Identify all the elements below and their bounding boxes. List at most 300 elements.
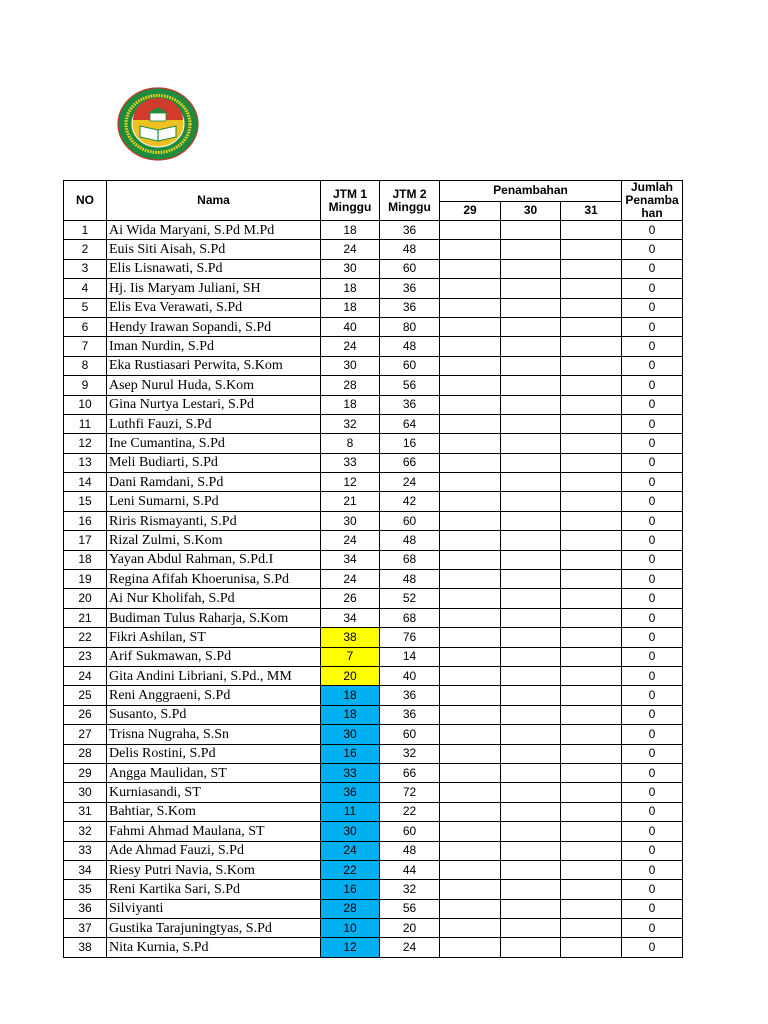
table-header: [64, 181, 683, 221]
cell-nama: Budiman Tulus Raharja, S.Kom: [107, 608, 321, 627]
cell-jtm-2: 80: [380, 317, 440, 336]
cell-penambahan-30: [501, 298, 561, 317]
cell-nama: Nita Kurnia, S.Pd: [107, 938, 321, 957]
cell-penambahan-31: [561, 686, 622, 705]
table-row: [64, 628, 683, 647]
cell-jtm-1: 24: [321, 841, 380, 860]
cell-jumlah-penambahan: 0: [622, 531, 683, 550]
cell-no: 3: [64, 259, 107, 278]
cell-jtm-1: 32: [321, 414, 380, 433]
cell-jtm-2: 60: [380, 511, 440, 530]
cell-penambahan-31: [561, 492, 622, 511]
cell-penambahan-31: [561, 221, 622, 240]
cell-jtm-1: 30: [321, 725, 380, 744]
cell-penambahan-30: [501, 899, 561, 918]
cell-penambahan-29: [440, 628, 501, 647]
cell-penambahan-29: [440, 492, 501, 511]
cell-penambahan-30: [501, 938, 561, 957]
table-row: [64, 899, 683, 918]
cell-nama: Ade Ahmad Fauzi, S.Pd: [107, 841, 321, 860]
cell-penambahan-29: [440, 841, 501, 860]
cell-no: 34: [64, 860, 107, 879]
cell-jtm-2: 20: [380, 919, 440, 938]
cell-jumlah-penambahan: 0: [622, 880, 683, 899]
cell-no: 25: [64, 686, 107, 705]
cell-jtm-2: 48: [380, 570, 440, 589]
cell-jtm-2: 64: [380, 414, 440, 433]
cell-no: 32: [64, 822, 107, 841]
cell-no: 22: [64, 628, 107, 647]
cell-jtm-1: 8: [321, 434, 380, 453]
table-row: [64, 414, 683, 433]
cell-penambahan-30: [501, 919, 561, 938]
table-row: [64, 725, 683, 744]
cell-penambahan-30: [501, 511, 561, 530]
cell-jumlah-penambahan: 0: [622, 259, 683, 278]
cell-jtm-1: 18: [321, 298, 380, 317]
cell-nama: Hj. Iis Maryam Juliani, SH: [107, 279, 321, 298]
cell-jtm-1: 21: [321, 492, 380, 511]
cell-penambahan-30: [501, 860, 561, 879]
table-row: [64, 589, 683, 608]
table-row: [64, 376, 683, 395]
header-no: NO: [64, 181, 107, 221]
cell-no: 17: [64, 531, 107, 550]
cell-nama: Asep Nurul Huda, S.Kom: [107, 376, 321, 395]
cell-jtm-2: 36: [380, 221, 440, 240]
cell-no: 15: [64, 492, 107, 511]
table-row: [64, 259, 683, 278]
cell-penambahan-29: [440, 240, 501, 259]
cell-penambahan-29: [440, 550, 501, 569]
cell-penambahan-29: [440, 705, 501, 724]
cell-jtm-2: 68: [380, 608, 440, 627]
cell-penambahan-31: [561, 376, 622, 395]
cell-penambahan-30: [501, 473, 561, 492]
table-row: [64, 298, 683, 317]
cell-nama: Gina Nurtya Lestari, S.Pd: [107, 395, 321, 414]
table-row: [64, 860, 683, 879]
cell-penambahan-31: [561, 337, 622, 356]
table-row: [64, 453, 683, 472]
cell-jtm-2: 48: [380, 841, 440, 860]
cell-no: 28: [64, 744, 107, 763]
cell-penambahan-29: [440, 589, 501, 608]
table-row: [64, 783, 683, 802]
cell-penambahan-31: [561, 473, 622, 492]
cell-no: 10: [64, 395, 107, 414]
cell-jtm-2: 44: [380, 860, 440, 879]
cell-penambahan-31: [561, 240, 622, 259]
cell-jtm-1: 10: [321, 919, 380, 938]
cell-jumlah-penambahan: 0: [622, 822, 683, 841]
cell-jumlah-penambahan: 0: [622, 492, 683, 511]
cell-penambahan-30: [501, 531, 561, 550]
cell-jtm-2: 76: [380, 628, 440, 647]
cell-no: 37: [64, 919, 107, 938]
cell-nama: Rizal Zulmi, S.Kom: [107, 531, 321, 550]
header-nama: Nama: [107, 181, 321, 221]
cell-penambahan-30: [501, 221, 561, 240]
cell-jtm-1: 34: [321, 550, 380, 569]
cell-jtm-2: 32: [380, 880, 440, 899]
cell-jumlah-penambahan: 0: [622, 298, 683, 317]
cell-nama: Gustika Tarajuningtyas, S.Pd: [107, 919, 321, 938]
table-row: [64, 473, 683, 492]
cell-no: 36: [64, 899, 107, 918]
cell-nama: Dani Ramdani, S.Pd: [107, 473, 321, 492]
header-day-31: 31: [561, 201, 622, 220]
cell-jtm-1: 24: [321, 531, 380, 550]
cell-jumlah-penambahan: 0: [622, 376, 683, 395]
table-body: [64, 221, 683, 958]
cell-jtm-2: 36: [380, 395, 440, 414]
cell-jtm-1: 28: [321, 376, 380, 395]
cell-penambahan-29: [440, 666, 501, 685]
cell-penambahan-29: [440, 686, 501, 705]
cell-jumlah-penambahan: 0: [622, 414, 683, 433]
cell-jumlah-penambahan: 0: [622, 589, 683, 608]
cell-jtm-2: 60: [380, 725, 440, 744]
cell-penambahan-30: [501, 589, 561, 608]
cell-jtm-1: 34: [321, 608, 380, 627]
cell-no: 21: [64, 608, 107, 627]
table-row: [64, 317, 683, 336]
table-row: [64, 531, 683, 550]
table-row: [64, 880, 683, 899]
cell-jumlah-penambahan: 0: [622, 647, 683, 666]
cell-jtm-2: 36: [380, 279, 440, 298]
cell-jumlah-penambahan: 0: [622, 919, 683, 938]
cell-jumlah-penambahan: 0: [622, 473, 683, 492]
table-row: [64, 608, 683, 627]
table-row: [64, 221, 683, 240]
cell-penambahan-31: [561, 434, 622, 453]
cell-penambahan-31: [561, 279, 622, 298]
cell-jumlah-penambahan: 0: [622, 802, 683, 821]
cell-jtm-1: 30: [321, 511, 380, 530]
cell-penambahan-31: [561, 938, 622, 957]
cell-jtm-2: 24: [380, 938, 440, 957]
cell-jtm-2: 68: [380, 550, 440, 569]
cell-nama: Regina Afifah Khoerunisa, S.Pd: [107, 570, 321, 589]
cell-jumlah-penambahan: 0: [622, 628, 683, 647]
cell-penambahan-29: [440, 473, 501, 492]
cell-penambahan-29: [440, 356, 501, 375]
header-jumlah-penambahan: Jumlah Penambahan: [622, 181, 683, 221]
cell-no: 35: [64, 880, 107, 899]
cell-jumlah-penambahan: 0: [622, 511, 683, 530]
cell-jtm-1: 18: [321, 686, 380, 705]
cell-jtm-2: 60: [380, 822, 440, 841]
table-row: [64, 570, 683, 589]
cell-jumlah-penambahan: 0: [622, 666, 683, 685]
cell-jumlah-penambahan: 0: [622, 453, 683, 472]
cell-penambahan-30: [501, 434, 561, 453]
cell-nama: Euis Siti Aisah, S.Pd: [107, 240, 321, 259]
cell-no: 33: [64, 841, 107, 860]
table-row: [64, 279, 683, 298]
cell-no: 14: [64, 473, 107, 492]
table-row: [64, 550, 683, 569]
cell-jtm-2: 32: [380, 744, 440, 763]
cell-penambahan-29: [440, 608, 501, 627]
table-row: [64, 666, 683, 685]
table-row: [64, 705, 683, 724]
cell-jtm-1: 18: [321, 221, 380, 240]
cell-penambahan-29: [440, 647, 501, 666]
cell-penambahan-31: [561, 550, 622, 569]
table-row: [64, 356, 683, 375]
table-row: [64, 647, 683, 666]
cell-no: 29: [64, 763, 107, 782]
cell-penambahan-29: [440, 434, 501, 453]
cell-no: 9: [64, 376, 107, 395]
cell-jtm-1: 22: [321, 860, 380, 879]
cell-jtm-1: 38: [321, 628, 380, 647]
teacher-hours-table: [63, 180, 683, 958]
cell-no: 26: [64, 705, 107, 724]
cell-nama: Kurniasandi, ST: [107, 783, 321, 802]
cell-penambahan-31: [561, 647, 622, 666]
cell-no: 38: [64, 938, 107, 957]
cell-nama: Riris Rismayanti, S.Pd: [107, 511, 321, 530]
cell-penambahan-31: [561, 880, 622, 899]
cell-penambahan-29: [440, 414, 501, 433]
cell-penambahan-31: [561, 531, 622, 550]
cell-jtm-2: 60: [380, 356, 440, 375]
cell-no: 19: [64, 570, 107, 589]
cell-jtm-2: 42: [380, 492, 440, 511]
cell-nama: Elis Lisnawati, S.Pd: [107, 259, 321, 278]
cell-jumlah-penambahan: 0: [622, 860, 683, 879]
cell-nama: Ai Wida Maryani, S.Pd M.Pd: [107, 221, 321, 240]
cell-no: 6: [64, 317, 107, 336]
cell-jtm-1: 11: [321, 802, 380, 821]
cell-jumlah-penambahan: 0: [622, 570, 683, 589]
cell-jumlah-penambahan: 0: [622, 279, 683, 298]
cell-nama: Eka Rustiasari Perwita, S.Kom: [107, 356, 321, 375]
cell-jtm-1: 30: [321, 259, 380, 278]
cell-no: 7: [64, 337, 107, 356]
cell-penambahan-29: [440, 860, 501, 879]
seal-icon: [116, 86, 200, 162]
cell-jumlah-penambahan: 0: [622, 356, 683, 375]
cell-penambahan-30: [501, 705, 561, 724]
cell-penambahan-29: [440, 919, 501, 938]
cell-penambahan-30: [501, 570, 561, 589]
cell-penambahan-31: [561, 744, 622, 763]
cell-no: 23: [64, 647, 107, 666]
cell-jtm-1: 7: [321, 647, 380, 666]
cell-penambahan-31: [561, 666, 622, 685]
cell-jtm-2: 56: [380, 376, 440, 395]
cell-jtm-1: 24: [321, 337, 380, 356]
cell-penambahan-29: [440, 880, 501, 899]
cell-penambahan-31: [561, 570, 622, 589]
cell-penambahan-31: [561, 899, 622, 918]
cell-penambahan-31: [561, 725, 622, 744]
cell-no: 27: [64, 725, 107, 744]
cell-jumlah-penambahan: 0: [622, 240, 683, 259]
cell-nama: Yayan Abdul Rahman, S.Pd.I: [107, 550, 321, 569]
cell-jumlah-penambahan: 0: [622, 608, 683, 627]
table-row: [64, 802, 683, 821]
cell-no: 31: [64, 802, 107, 821]
cell-penambahan-31: [561, 628, 622, 647]
cell-jumlah-penambahan: 0: [622, 725, 683, 744]
cell-jtm-2: 36: [380, 298, 440, 317]
cell-penambahan-30: [501, 608, 561, 627]
cell-jtm-2: 72: [380, 783, 440, 802]
cell-nama: Susanto, S.Pd: [107, 705, 321, 724]
cell-jtm-2: 56: [380, 899, 440, 918]
cell-penambahan-29: [440, 337, 501, 356]
cell-nama: Elis Eva Verawati, S.Pd: [107, 298, 321, 317]
cell-nama: Bahtiar, S.Kom: [107, 802, 321, 821]
cell-jumlah-penambahan: 0: [622, 686, 683, 705]
cell-jtm-2: 60: [380, 259, 440, 278]
cell-penambahan-29: [440, 298, 501, 317]
cell-no: 20: [64, 589, 107, 608]
cell-penambahan-29: [440, 725, 501, 744]
cell-no: 16: [64, 511, 107, 530]
cell-jtm-1: 28: [321, 899, 380, 918]
cell-jtm-2: 48: [380, 240, 440, 259]
cell-penambahan-30: [501, 376, 561, 395]
cell-jtm-2: 14: [380, 647, 440, 666]
cell-penambahan-29: [440, 802, 501, 821]
cell-penambahan-29: [440, 279, 501, 298]
cell-penambahan-30: [501, 414, 561, 433]
cell-penambahan-30: [501, 550, 561, 569]
cell-jtm-2: 48: [380, 337, 440, 356]
cell-penambahan-30: [501, 628, 561, 647]
foundation-seal-logo: [116, 86, 200, 162]
cell-jtm-2: 16: [380, 434, 440, 453]
cell-nama: Delis Rostini, S.Pd: [107, 744, 321, 763]
cell-jtm-1: 16: [321, 880, 380, 899]
cell-jtm-2: 66: [380, 453, 440, 472]
cell-jtm-2: 52: [380, 589, 440, 608]
cell-penambahan-31: [561, 298, 622, 317]
cell-penambahan-29: [440, 899, 501, 918]
cell-jumlah-penambahan: 0: [622, 744, 683, 763]
cell-jtm-1: 33: [321, 763, 380, 782]
cell-jtm-1: 26: [321, 589, 380, 608]
table-row: [64, 240, 683, 259]
cell-nama: Silviyanti: [107, 899, 321, 918]
cell-jtm-2: 48: [380, 531, 440, 550]
cell-penambahan-30: [501, 822, 561, 841]
cell-penambahan-30: [501, 802, 561, 821]
cell-jumlah-penambahan: 0: [622, 221, 683, 240]
cell-jumlah-penambahan: 0: [622, 841, 683, 860]
cell-jtm-1: 12: [321, 938, 380, 957]
cell-nama: Reni Kartika Sari, S.Pd: [107, 880, 321, 899]
cell-jtm-1: 24: [321, 240, 380, 259]
cell-penambahan-30: [501, 279, 561, 298]
table-row: [64, 822, 683, 841]
cell-nama: Iman Nurdin, S.Pd: [107, 337, 321, 356]
cell-penambahan-30: [501, 337, 561, 356]
cell-no: 4: [64, 279, 107, 298]
cell-penambahan-29: [440, 376, 501, 395]
cell-penambahan-31: [561, 511, 622, 530]
cell-penambahan-29: [440, 511, 501, 530]
cell-penambahan-31: [561, 608, 622, 627]
cell-nama: Reni Anggraeni, S.Pd: [107, 686, 321, 705]
cell-penambahan-30: [501, 841, 561, 860]
cell-jtm-1: 16: [321, 744, 380, 763]
cell-penambahan-30: [501, 647, 561, 666]
cell-penambahan-31: [561, 356, 622, 375]
cell-jtm-1: 18: [321, 705, 380, 724]
cell-jtm-1: 30: [321, 822, 380, 841]
header-jtm-2: JTM 2 Minggu: [380, 181, 440, 221]
cell-penambahan-31: [561, 783, 622, 802]
cell-penambahan-31: [561, 317, 622, 336]
cell-penambahan-30: [501, 725, 561, 744]
cell-penambahan-31: [561, 259, 622, 278]
cell-jtm-1: 24: [321, 570, 380, 589]
cell-nama: Hendy Irawan Sopandi, S.Pd: [107, 317, 321, 336]
cell-jtm-1: 12: [321, 473, 380, 492]
cell-jtm-2: 24: [380, 473, 440, 492]
cell-penambahan-31: [561, 414, 622, 433]
table-row: [64, 841, 683, 860]
header-day-30: 30: [501, 201, 561, 220]
cell-penambahan-31: [561, 395, 622, 414]
cell-nama: Fahmi Ahmad Maulana, ST: [107, 822, 321, 841]
cell-jtm-2: 36: [380, 705, 440, 724]
cell-penambahan-31: [561, 822, 622, 841]
cell-jumlah-penambahan: 0: [622, 705, 683, 724]
cell-nama: Riesy Putri Navia, S.Kom: [107, 860, 321, 879]
cell-penambahan-30: [501, 453, 561, 472]
cell-nama: Ai Nur Kholifah, S.Pd: [107, 589, 321, 608]
header-day-29: 29: [440, 201, 501, 220]
cell-jtm-1: 30: [321, 356, 380, 375]
cell-no: 5: [64, 298, 107, 317]
table-row: [64, 919, 683, 938]
cell-penambahan-29: [440, 763, 501, 782]
cell-penambahan-30: [501, 744, 561, 763]
cell-jtm-1: 40: [321, 317, 380, 336]
cell-penambahan-31: [561, 860, 622, 879]
cell-penambahan-29: [440, 221, 501, 240]
cell-jumlah-penambahan: 0: [622, 317, 683, 336]
header-jtm-1: JTM 1 Minggu: [321, 181, 380, 221]
cell-penambahan-31: [561, 453, 622, 472]
cell-no: 18: [64, 550, 107, 569]
cell-penambahan-30: [501, 763, 561, 782]
cell-jumlah-penambahan: 0: [622, 550, 683, 569]
cell-nama: Luthfi Fauzi, S.Pd: [107, 414, 321, 433]
cell-jumlah-penambahan: 0: [622, 763, 683, 782]
cell-no: 13: [64, 453, 107, 472]
table-row: [64, 395, 683, 414]
cell-penambahan-31: [561, 919, 622, 938]
cell-nama: Arif Sukmawan, S.Pd: [107, 647, 321, 666]
cell-penambahan-29: [440, 744, 501, 763]
cell-penambahan-30: [501, 240, 561, 259]
cell-jumlah-penambahan: 0: [622, 434, 683, 453]
cell-penambahan-31: [561, 589, 622, 608]
cell-penambahan-29: [440, 783, 501, 802]
cell-jtm-1: 20: [321, 666, 380, 685]
cell-penambahan-30: [501, 259, 561, 278]
